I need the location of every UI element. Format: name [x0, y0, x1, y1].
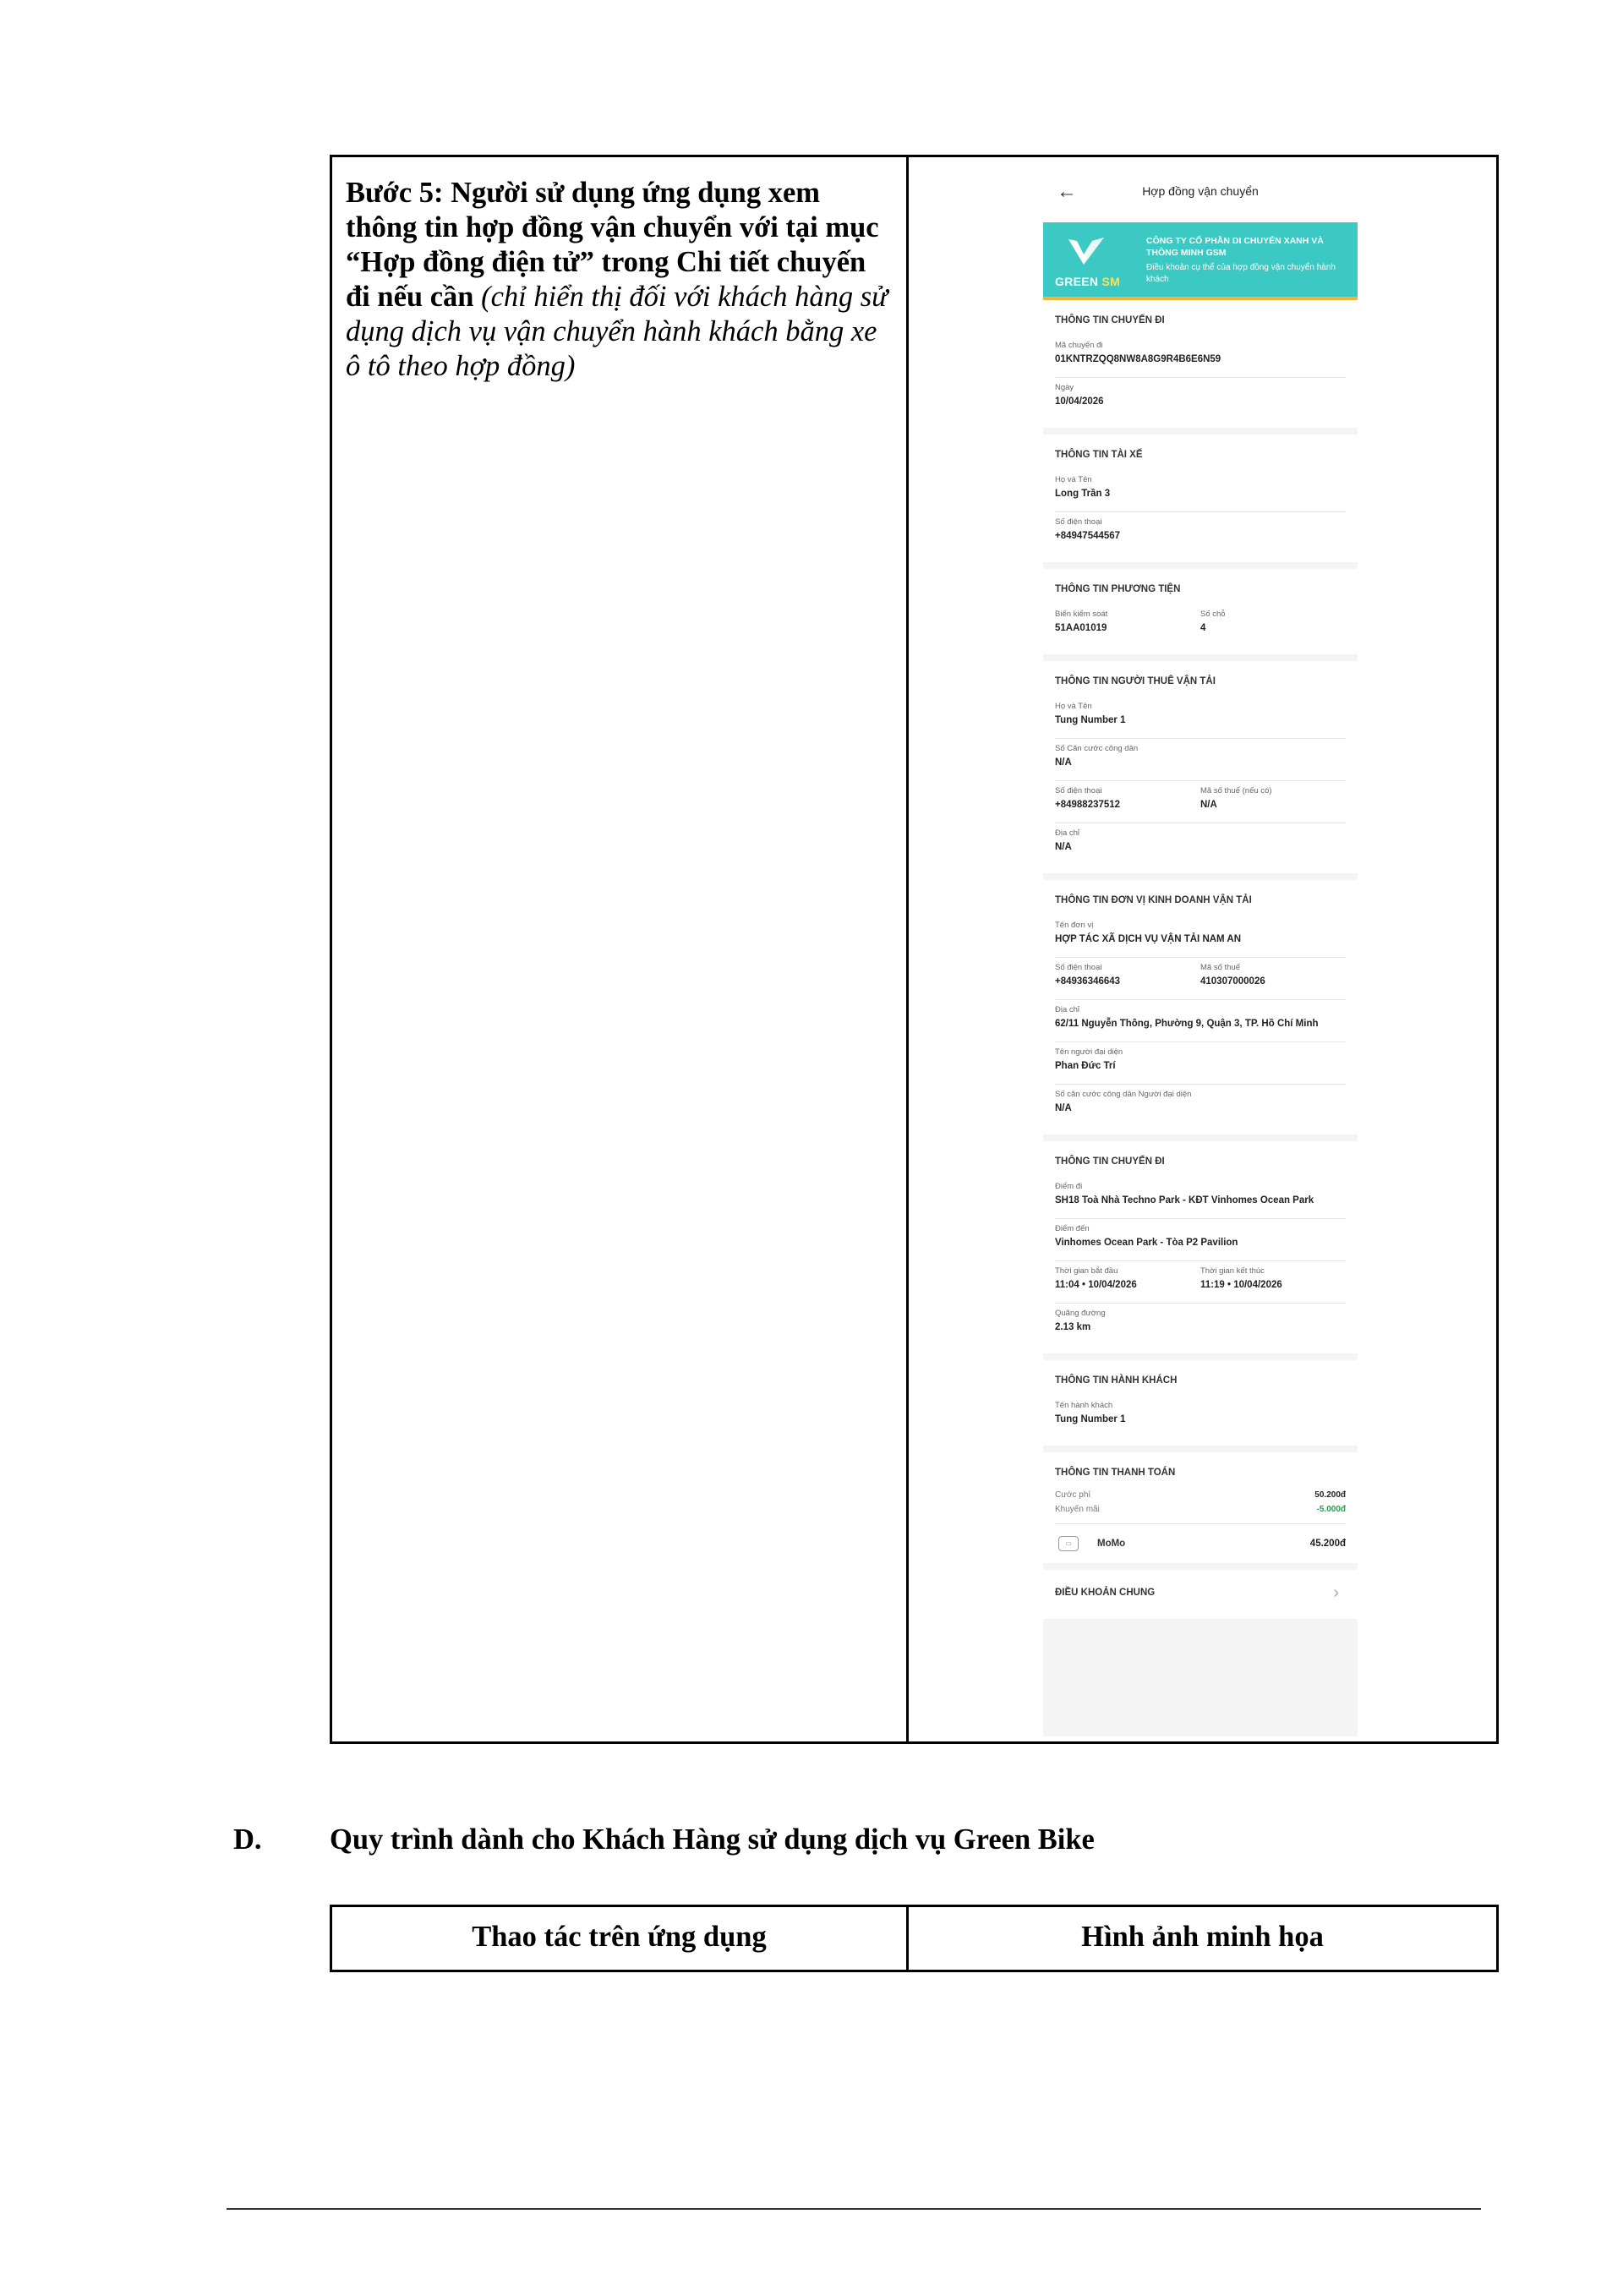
- info-row: [1055, 336, 1346, 378]
- phone-app-bar: [1043, 170, 1358, 222]
- info-row: [1055, 378, 1346, 419]
- info-row: [1055, 604, 1346, 646]
- renter-section: [1043, 661, 1358, 873]
- field-label: Số điện thoại: [1055, 963, 1102, 972]
- company-name: CÔNG TY CỔ PHẦN DI CHUYỂN XANH VÀ THÔNG MINH GSM: [1146, 236, 1324, 258]
- table-divider: [906, 157, 909, 1741]
- field-label: Quãng đường: [1055, 1309, 1106, 1318]
- passenger-name-value: Tung Number 1: [1055, 1414, 1126, 1424]
- field-label: Thời gian bắt đầu: [1055, 1266, 1118, 1276]
- green-sm-logo-text: GREEN SM: [1055, 275, 1121, 288]
- phone-title: Hợp đồng vận chuyển: [1142, 184, 1259, 198]
- info-row: [1055, 1042, 1346, 1085]
- field-label: Họ và Tên: [1055, 702, 1092, 711]
- green-sm-banner: [1043, 222, 1358, 300]
- green-sm-logo-icon: [1067, 236, 1106, 266]
- info-row: [1055, 470, 1346, 512]
- field-label: Họ và Tên: [1055, 475, 1092, 484]
- field-label: Mã chuyến đi: [1055, 341, 1103, 350]
- fare-row: [1055, 1488, 1346, 1502]
- field-label: Biển kiểm soát: [1055, 610, 1108, 619]
- destination-value: Vinhomes Ocean Park - Tòa P2 Pavilion: [1055, 1238, 1238, 1248]
- driver-section: [1043, 435, 1358, 562]
- field-label: Số chỗ: [1200, 610, 1226, 619]
- field-label: Số điện thoại: [1055, 786, 1102, 795]
- step-5-text: [346, 176, 895, 384]
- end-time-value: 11:19 • 10/04/2026: [1200, 1280, 1282, 1290]
- seats-value: 4: [1200, 623, 1206, 633]
- renter-address-value: N/A: [1055, 842, 1072, 852]
- promo-value: -5.000đ: [1316, 1505, 1346, 1514]
- info-row: [1055, 1304, 1346, 1345]
- step-5-bold: Bước 5: Người sử dụng ứng dụng xem thông tin hợp đồng vận chuyển với tại mục “Hợp đồng điện tử” trong Chi tiết chuyến đi nếu cần: [346, 177, 879, 313]
- field-label: Số Căn cước công dân: [1055, 744, 1139, 753]
- fare-label: Cước phí: [1055, 1490, 1091, 1500]
- section-heading: THÔNG TIN ĐƠN VỊ KINH DOANH VẬN TẢI: [1055, 895, 1252, 905]
- info-row: [1055, 1396, 1346, 1437]
- info-row: [1055, 1177, 1346, 1219]
- terms-label: ĐIỀU KHOẢN CHUNG: [1055, 1588, 1156, 1598]
- section-heading: THÔNG TIN THANH TOÁN: [1055, 1468, 1176, 1478]
- start-time-value: 11:04 • 10/04/2026: [1055, 1280, 1137, 1290]
- info-row: [1055, 958, 1346, 1000]
- field-label: Địa chỉ: [1055, 1005, 1080, 1014]
- field-label: Mã số thuế: [1200, 963, 1240, 972]
- payment-section: [1043, 1452, 1358, 1563]
- payment-method-name: MoMo: [1097, 1539, 1126, 1549]
- phone-screenshot: [1043, 170, 1358, 1736]
- field-label: Số điện thoại: [1055, 517, 1102, 527]
- field-label: Điểm đến: [1055, 1224, 1090, 1233]
- info-row: [1055, 823, 1346, 865]
- banner-description: Điều khoản cụ thể của hợp đồng vận chuyển hành khách: [1146, 263, 1336, 284]
- field-label: Tên hành khách: [1055, 1401, 1113, 1410]
- field-label: Ngày: [1055, 383, 1074, 392]
- section-heading: THÔNG TIN HÀNH KHÁCH: [1055, 1375, 1178, 1386]
- section-heading: THÔNG TIN TÀI XẾ: [1055, 450, 1143, 460]
- renter-tax-value: N/A: [1200, 800, 1217, 810]
- business-rep-id-value: N/A: [1055, 1103, 1072, 1113]
- section-heading: THÔNG TIN CHUYẾN ĐI: [1055, 1156, 1165, 1167]
- arrow-left-icon[interactable]: ←: [1057, 180, 1077, 203]
- field-label: Địa chỉ: [1055, 828, 1080, 838]
- info-row: [1055, 1219, 1346, 1261]
- info-row: [1055, 512, 1346, 554]
- info-row: [1055, 1085, 1346, 1126]
- field-label: Số căn cước công dân Người đại diện: [1055, 1090, 1192, 1099]
- route-section: [1043, 1141, 1358, 1353]
- section-heading: THÔNG TIN PHƯƠNG TIỆN: [1055, 584, 1181, 594]
- wallet-icon: ▭: [1058, 1536, 1079, 1551]
- distance-value: 2.13 km: [1055, 1322, 1091, 1332]
- section-heading: THÔNG TIN NGƯỜI THUÊ VẬN TẢI: [1055, 676, 1216, 686]
- header-col-images: Hình ảnh minh họa: [1081, 1921, 1324, 1953]
- chevron-right-icon: ›: [1333, 1583, 1339, 1602]
- trip-code-value: 01KNTRZQQ8NW8A8G9R4B6E6N59: [1055, 354, 1221, 364]
- promo-label: Khuyến mãi: [1055, 1505, 1100, 1514]
- business-section: [1043, 880, 1358, 1134]
- business-tax-value: 410307000026: [1200, 976, 1265, 987]
- business-name-value: HỢP TÁC XÃ DỊCH VỤ VẬN TẢI NAM AN: [1055, 934, 1242, 944]
- header-col-actions: Thao tác trên ứng dụng: [472, 1921, 767, 1953]
- promo-row: [1055, 1502, 1346, 1517]
- date-value: 10/04/2026: [1055, 396, 1104, 407]
- info-row: [1055, 916, 1346, 958]
- header-table: [330, 1905, 1499, 1972]
- step-5-italic: (chỉ hiển thị đối với khách hàng sử dụng dịch vụ vận chuyển hành khách bằng xe ô tô theo hợp đồng): [346, 281, 888, 382]
- business-rep-value: Phan Đức Trí: [1055, 1061, 1116, 1071]
- info-row: [1055, 781, 1346, 823]
- renter-name-value: Tung Number 1: [1055, 715, 1126, 725]
- business-phone-value: +84936346643: [1055, 976, 1121, 987]
- terms-link[interactable]: [1043, 1570, 1358, 1619]
- section-number: D.: [233, 1823, 262, 1856]
- trip-info-section: [1043, 300, 1358, 428]
- field-label: Mã số thuế (nếu có): [1200, 786, 1272, 795]
- payment-method-row: [1055, 1523, 1346, 1555]
- origin-value: SH18 Toà Nhà Techno Park - KĐT Vinhomes Ocean Park: [1055, 1195, 1314, 1205]
- footer-rule: [227, 2208, 1481, 2210]
- payment-total: 45.200đ: [1309, 1539, 1346, 1549]
- step-table: [330, 155, 1499, 1744]
- renter-id-value: N/A: [1055, 757, 1072, 768]
- plate-value: 51AA01019: [1055, 623, 1107, 633]
- info-row: [1055, 739, 1346, 781]
- section-heading: THÔNG TIN CHUYẾN ĐI: [1055, 315, 1165, 325]
- business-address-value: 62/11 Nguyễn Thông, Phường 9, Quận 3, TP. Hồ Chí Minh: [1055, 1019, 1319, 1029]
- driver-phone-value: +84947544567: [1055, 531, 1121, 541]
- field-label: Điểm đi: [1055, 1182, 1083, 1191]
- info-row: [1055, 1000, 1346, 1042]
- driver-name-value: Long Trần 3: [1055, 489, 1111, 499]
- info-row: [1055, 1261, 1346, 1304]
- vehicle-section: [1043, 569, 1358, 654]
- field-label: Tên người đại diện: [1055, 1047, 1123, 1057]
- info-row: [1055, 697, 1346, 739]
- section-title: Quy trình dành cho Khách Hàng sử dụng dịch vụ Green Bike: [330, 1823, 1095, 1856]
- fare-value: 50.200đ: [1314, 1490, 1346, 1500]
- field-label: Thời gian kết thúc: [1200, 1266, 1265, 1276]
- field-label: Tên đơn vị: [1055, 921, 1094, 930]
- passenger-section: [1043, 1360, 1358, 1446]
- renter-phone-value: +84988237512: [1055, 800, 1121, 810]
